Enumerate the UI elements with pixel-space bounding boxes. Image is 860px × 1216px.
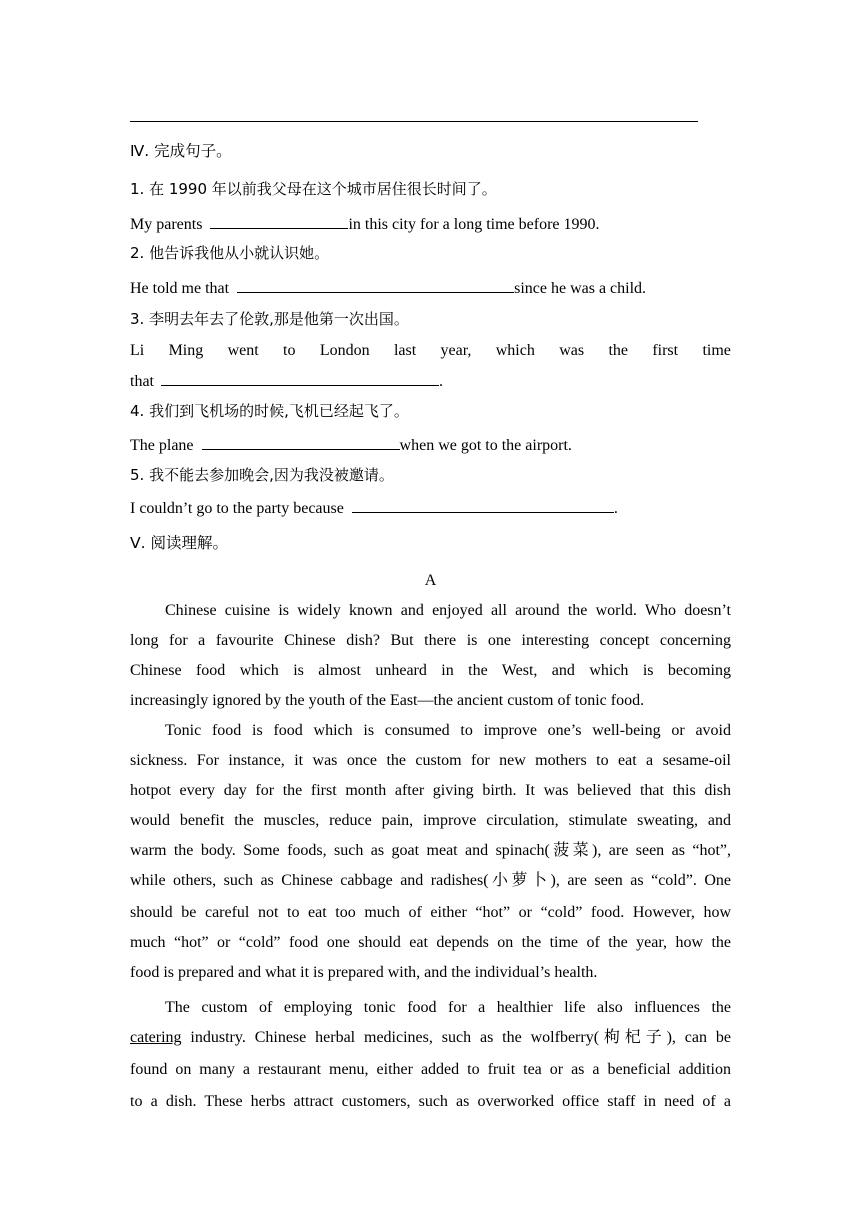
item-3-english-line-1 — [130, 341, 731, 361]
paragraph-line — [130, 1028, 731, 1060]
word: year, — [440, 342, 472, 359]
item-2-text-after: since he was a child. — [514, 280, 647, 297]
passage-label: A — [424, 572, 437, 589]
word: went — [227, 342, 259, 359]
paragraph-line: Tonic food is food which is consumed to improve one’s well-being or avoid — [165, 722, 731, 739]
paragraph-line: long for a favourite Chinese dish? But there is one interesting concept concerning — [130, 632, 731, 649]
paragraph-line: The custom of employing tonic food for a healthier life also influences the — [165, 999, 731, 1016]
paragraph-line: should be careful not to eat too much of either “hot” or “cold” food. However, how — [130, 904, 731, 921]
word: Li — [130, 342, 145, 359]
item-4-chinese: 4. 我们到飞机场的时候,飞机已经起飞了。 — [130, 402, 409, 420]
item-4-english — [130, 434, 572, 456]
word: London — [319, 342, 370, 359]
item-5-blank[interactable] — [352, 497, 614, 513]
item-3-text-after: . — [439, 373, 443, 390]
item-5-text-before: I couldn’t go to the party because — [130, 500, 348, 517]
paragraph-line: Chinese food which is almost unheard in the West, and which is becoming — [130, 662, 731, 679]
item-1-text-after: in this city for a long time before 1990. — [348, 216, 600, 233]
item-4-text-before: The plane — [130, 437, 198, 454]
paragraph-line: would benefit the muscles, reduce pain, improve circulation, stimulate sweating, and — [130, 812, 731, 829]
word: was — [559, 342, 585, 359]
paragraph-line: warm the body. Some foods, such as goat meat and spinach(菠菜), are seen as “hot”, — [130, 842, 731, 859]
item-5-chinese: 5. 我不能去参加晚会,因为我没被邀请。 — [130, 466, 394, 484]
paragraph-line: Chinese cuisine is widely known and enjoyed all around the world. Who doesn’t — [165, 602, 731, 619]
paragraph-2 — [130, 721, 731, 993]
item-1-text-before: My parents — [130, 216, 207, 233]
item-1-blank[interactable] — [210, 213, 348, 229]
paragraph-3 — [130, 998, 731, 1122]
section-4-heading: Ⅳ. 完成句子。 — [130, 142, 232, 160]
item-4-text-after: when we got to the airport. — [399, 437, 572, 454]
item-5-text-after: . — [613, 500, 618, 517]
word: last — [393, 342, 417, 359]
word: Ming — [168, 342, 204, 359]
paragraph-line: hotpot every day for the first month after giving birth. It was believed that this dish — [130, 782, 731, 799]
paragraph-line: found on many a restaurant menu, either added to fruit tea or as a beneficial addition — [130, 1061, 731, 1078]
item-2-blank[interactable] — [237, 277, 514, 293]
paragraph-line: food is prepared and what it is prepared with, and the individual’s health. — [130, 964, 598, 981]
item-3-blank[interactable] — [161, 370, 439, 386]
item-1-chinese: 1. 在 1990 年以前我父母在这个城市居住很长时间了。 — [130, 180, 497, 198]
word: to — [283, 342, 296, 359]
header-rule — [130, 121, 698, 122]
paragraph-1 — [130, 601, 731, 721]
catering-underlined-word: catering — [130, 1029, 182, 1046]
section-5-heading: Ⅴ. 阅读理解。 — [130, 534, 228, 552]
paragraph-line: increasingly ignored by the youth of the East—the ancient custom of tonic food. — [130, 692, 645, 709]
paragraph-line: to a dish. These herbs attract customers, such as overworked office staff in need of a — [130, 1093, 731, 1110]
word: the — [608, 342, 628, 359]
item-3-english-line-2 — [130, 370, 443, 392]
item-4-blank[interactable] — [202, 434, 400, 450]
item-2-english — [130, 277, 646, 299]
word: first — [652, 342, 679, 359]
word: which — [495, 342, 535, 359]
word: time — [702, 342, 731, 359]
paragraph-line: while others, such as Chinese cabbage and radishes(小萝卜), are seen as “cold”. One — [130, 872, 731, 889]
paragraph-line-rest: industry. Chinese herbal medicines, such as the wolfberry(枸杞子), can be — [181, 1029, 731, 1046]
paragraph-line: much “hot” or “cold” food one should eat depends on the time of the year, how the — [130, 934, 731, 951]
item-1-english — [130, 213, 600, 235]
item-2-text-before: He told me that — [130, 280, 234, 297]
item-2-chinese: 2. 他告诉我他从小就认识她。 — [130, 244, 330, 262]
item-5-english — [130, 497, 618, 519]
item-3-text-before: that — [130, 373, 158, 390]
paragraph-line: sickness. For instance, it was once the custom for new mothers to eat a sesame-oil — [130, 752, 731, 769]
item-3-chinese: 3. 李明去年去了伦敦,那是他第一次出国。 — [130, 310, 409, 328]
